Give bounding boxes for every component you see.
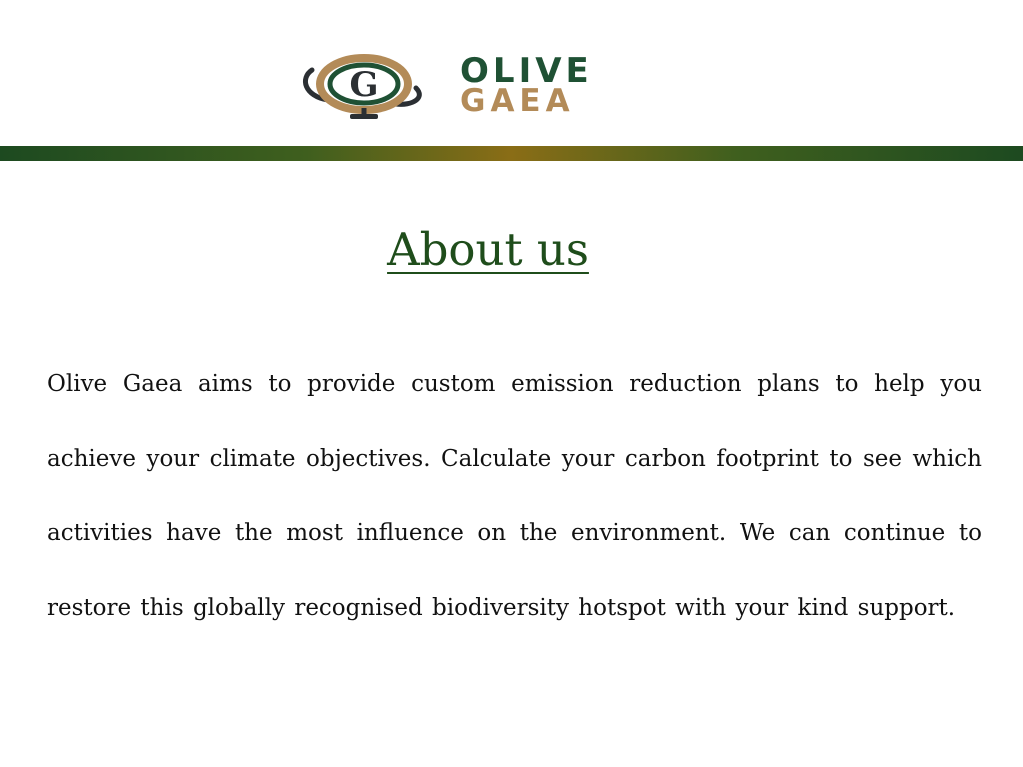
about-paragraph: Olive Gaea aims to provide custom emission reduction plans to help you achieve your climate objectives. Calculate your carbon footprint to see which activities have the most influence on the environment. We can continue to restore this globally recognised biodiversity hotspot with your kind support. — [47, 371, 982, 621]
globe-g-logo-icon — [300, 50, 450, 122]
page-header — [0, 0, 1023, 146]
logo-monogram: G — [349, 65, 379, 105]
olive-gaea-logo — [300, 50, 720, 122]
logo-word-olive: OLIVE — [460, 51, 593, 91]
logo-word-gaea: GAEA — [460, 83, 575, 119]
header-divider-bar — [0, 146, 1023, 161]
page-title: About us — [387, 223, 589, 276]
